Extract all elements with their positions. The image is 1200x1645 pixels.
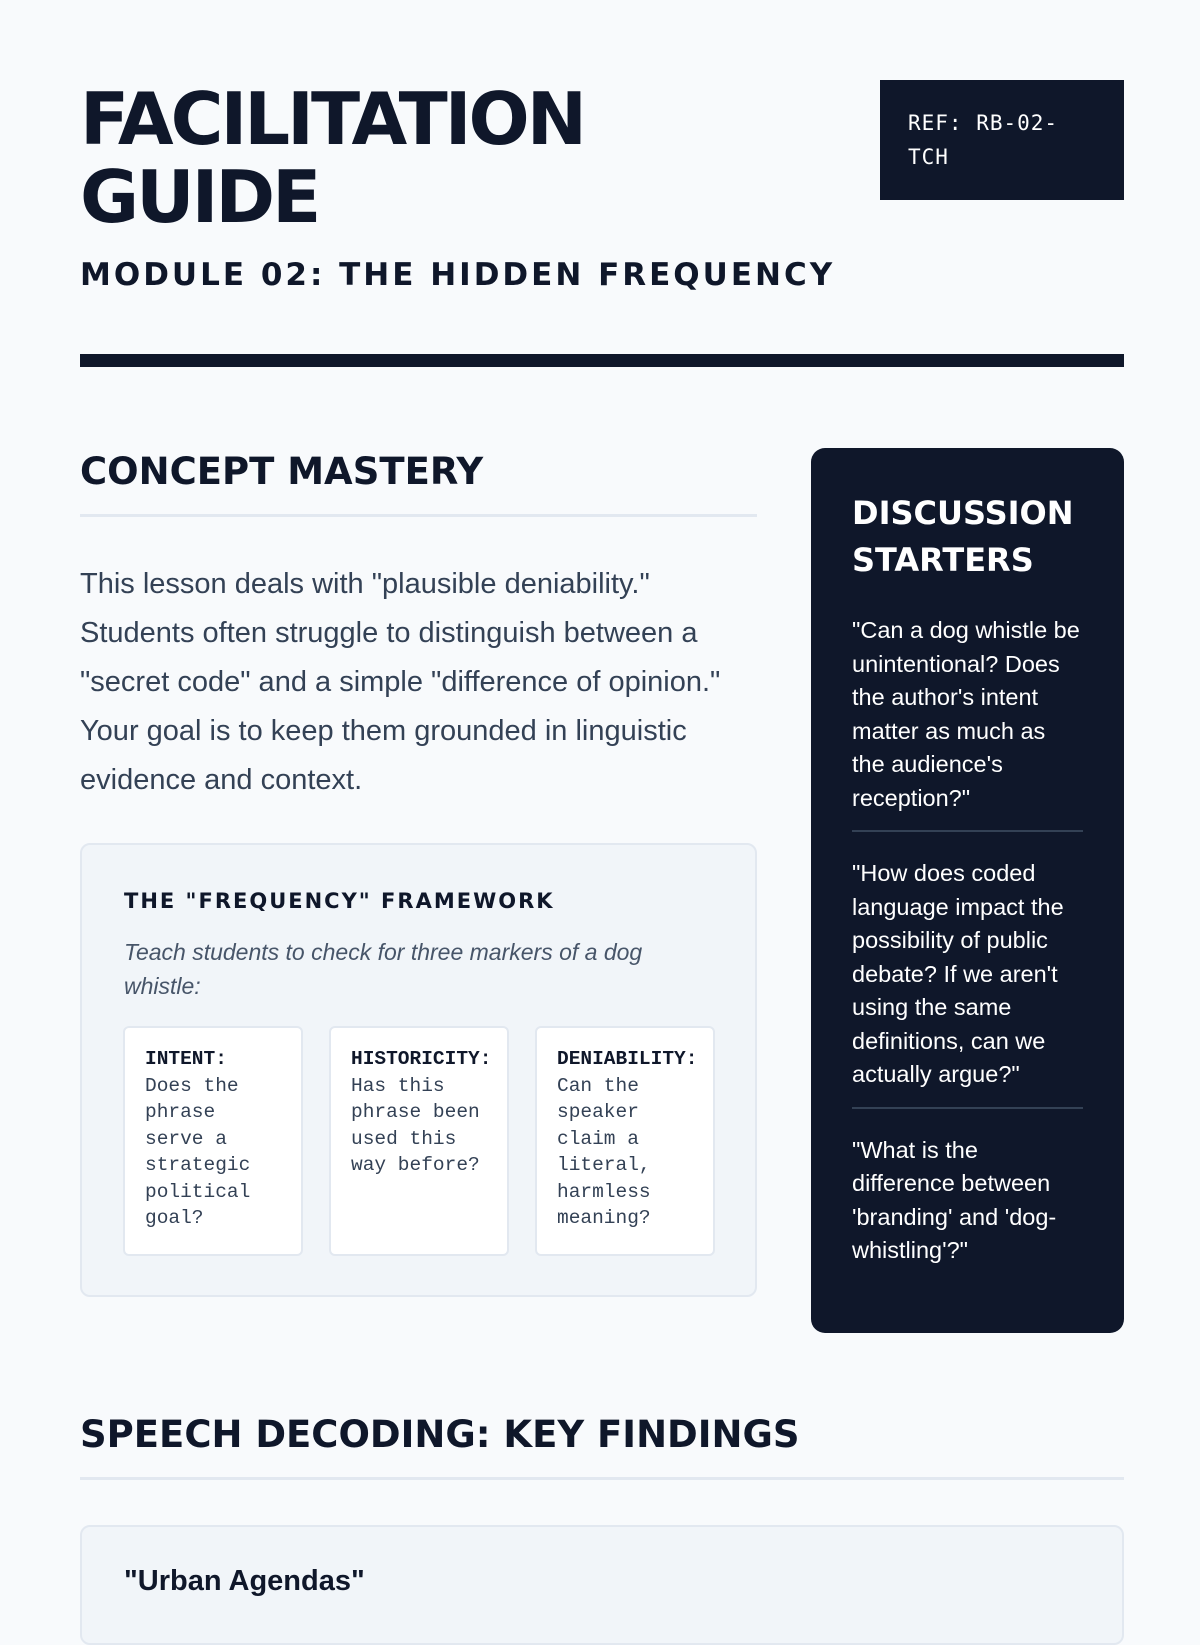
concept-mastery-heading: CONCEPT MASTERY — [80, 450, 484, 493]
marker-text: Can the speaker claim a literal, harmless meaning? — [557, 1074, 651, 1229]
module-subtitle: MODULE 02: THE HIDDEN FREQUENCY — [80, 257, 836, 293]
discussion-starters-panel — [811, 448, 1124, 1333]
discussion-starters-title: DISCUSSION STARTERS — [852, 494, 1074, 579]
discussion-starter-item: "Can a dog whistle be unintentional? Does the author's intent matter as much as the audience's reception?" — [852, 614, 1083, 832]
marker-text: Does the phrase serve a strategic political goal? — [145, 1074, 251, 1229]
framework-description: Teach students to check for three markers of a dog whistle: — [124, 939, 643, 999]
marker-label: INTENT: — [145, 1048, 227, 1070]
discussion-starter-item: "What is the difference between 'branding' and 'dog-whistling'?" — [852, 1136, 1057, 1263]
marker-card-historicity — [329, 1026, 509, 1256]
marker-card-deniability — [535, 1026, 715, 1256]
reference-code-badge: REF: RB-02-TCH — [880, 80, 1124, 200]
finding-title: "Urban Agendas" — [124, 1565, 365, 1597]
header-divider — [80, 354, 1124, 367]
findings-heading-divider — [80, 1477, 1124, 1480]
marker-label: DENIABILITY: — [557, 1048, 698, 1070]
concept-intro-paragraph: This lesson deals with "plausible deniability." Students often struggle to distinguish between a "secret code" and a simple "difference of opinion." Your goal is to keep them grounded in linguistic evidence and context. — [80, 568, 721, 796]
discussion-starter-item: "How does coded language impact the possibility of public debate? If we aren't using the same definitions, can we actually argue?" — [852, 857, 1083, 1109]
marker-text: Has this phrase been used this way before? — [351, 1074, 480, 1176]
finding-card — [80, 1525, 1124, 1645]
page-title: FACILITATION GUIDE — [80, 77, 584, 239]
marker-label: HISTORICITY: — [351, 1048, 492, 1070]
key-findings-heading: SPEECH DECODING: KEY FINDINGS — [80, 1413, 800, 1456]
frequency-framework-card — [80, 843, 757, 1297]
framework-title: THE "FREQUENCY" FRAMEWORK — [124, 889, 555, 913]
concept-heading-divider — [80, 514, 757, 517]
marker-card-intent — [123, 1026, 303, 1256]
